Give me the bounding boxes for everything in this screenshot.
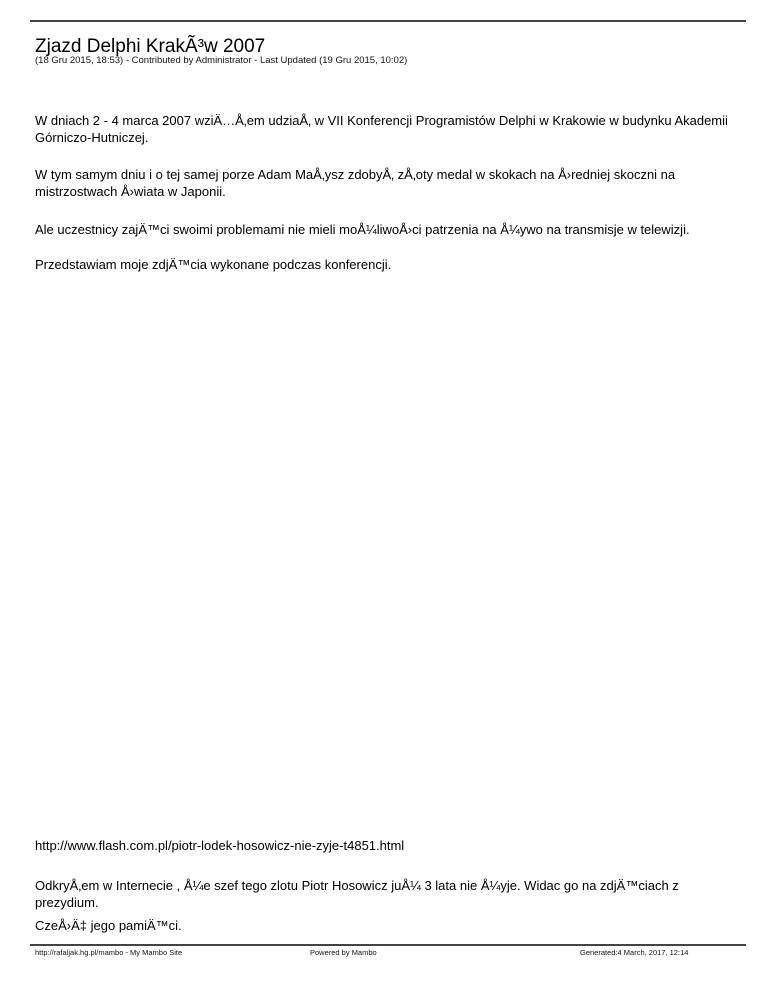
article-meta: (18 Gru 2015, 18:53) - Contributed by Administrator - Last Updated (19 Gru 2015, 10:02) (35, 55, 408, 66)
footer-site: http://rafaljak.hg.pl/mambo - My Mambo Site (35, 948, 183, 957)
paragraph-url: http://www.flash.com.pl/piotr-lodek-hosowicz-nie-zyje-t4851.html (35, 838, 405, 853)
top-divider (30, 20, 746, 22)
footer-generated: Generated:4 March, 2017, 12:14 (580, 948, 689, 957)
paragraph-photos: Przedstawiam moje zdjÄ™cia wykonane podczas konferencji. (35, 257, 392, 272)
article-title: Zjazd Delphi KrakÃ³w 2007 (35, 36, 266, 57)
paragraph-discovery: OdkryÅ‚em w Internecie , Å¼e szef tego zlotu Piotr Hosowicz juÅ¼ 3 lata nie Å¼yje. Widac go na zdjÄ™ciach z prezydium. (35, 878, 679, 910)
footer-powered: Powered by Mambo (310, 948, 377, 957)
paragraph-intro: W dniach 2 - 4 marca 2007 wziÄ…Å‚em udziaÅ‚ w VII Konferencji Programistów Delphi w Krakowie w budynku Akademii Górniczo-Hutniczej. (35, 113, 728, 145)
paragraph-memory: CzeÅ›Ä‡ jego pamiÄ™ci. (35, 918, 182, 933)
paragraph-malysz: W tym samym dniu i o tej samej porze Adam MaÅ‚ysz zdobyÅ‚ zÅ‚oty medal w skokach na Å›redniej skoczni na mistrzostwach Å›wiata w Japonii. (35, 167, 676, 199)
paragraph-participants: Ale uczestnicy zajÄ™ci swoimi problemami nie mieli moÅ¼liwoÅ›ci patrzenia na Å¼ywo na transmisje w telewizji. (35, 222, 690, 237)
bottom-divider (30, 944, 746, 946)
